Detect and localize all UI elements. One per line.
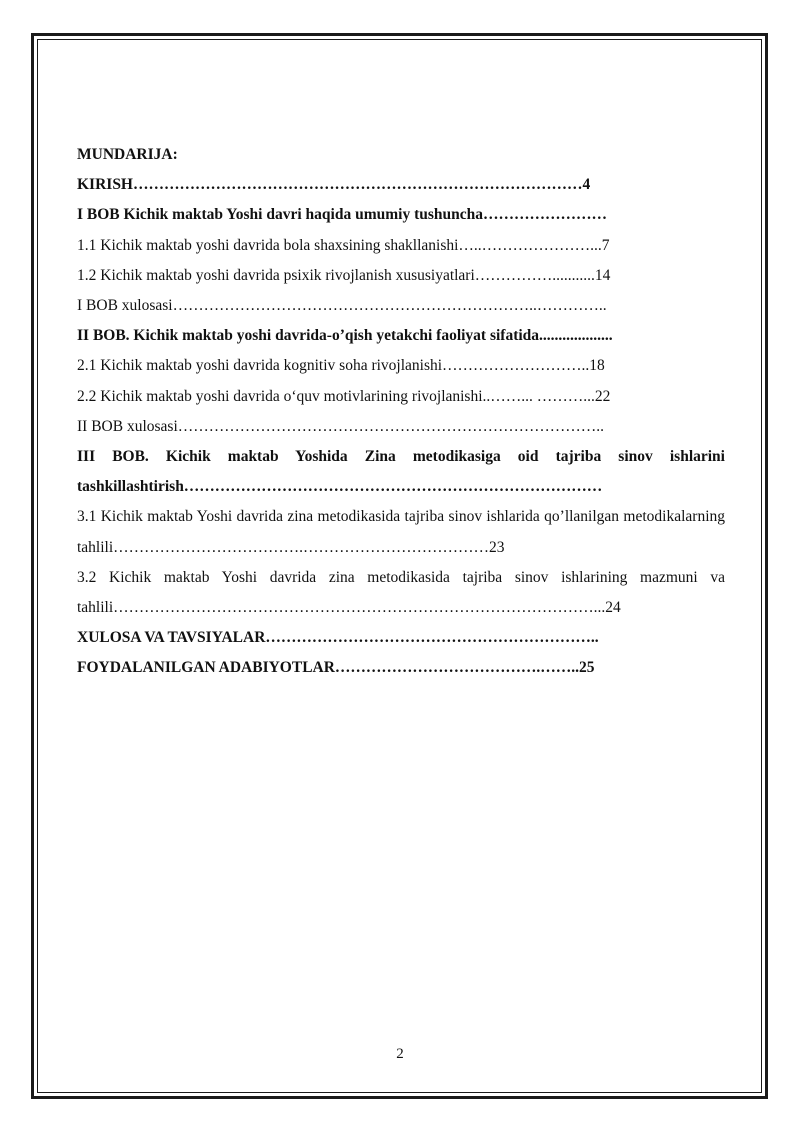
toc-entry-chapter-1: I BOB Kichik maktab Yoshi davri haqida umumiy tushuncha…………………… bbox=[77, 206, 607, 224]
toc-entry-conclusion: XULOSA VA TAVSIYALAR……………………………………………………….. bbox=[77, 629, 599, 647]
toc-entry-1-2: 1.2 Kichik maktab yoshi davrida psixik rivojlanish xususiyatlari……………...........14 bbox=[77, 266, 611, 284]
toc-entry-1-1: 1.1 Kichik maktab yoshi davrida bola shaxsining shakllanishi…..…………………...7 bbox=[77, 236, 610, 254]
toc-entry-chapter-2: II BOB. Kichik maktab yoshi davrida-o’qish yetakchi faoliyat sifatida................... bbox=[77, 327, 613, 345]
toc-entry-references: FOYDALANILGAN ADABIYOTLAR………………………………….……..25 bbox=[77, 659, 595, 677]
toc-entry-2-1: 2.1 Kichik maktab yoshi davrida kognitiv soha rivojlanishi………………………..18 bbox=[77, 357, 605, 375]
toc-entry-chapter-1-summary: I BOB xulosasi……………………………………………………………..………….. bbox=[77, 297, 607, 315]
table-of-contents bbox=[77, 140, 725, 684]
toc-entry-2-2: 2.2 Kichik maktab yoshi davrida o‘quv motivlarining rivojlanishi..……... ………...22 bbox=[77, 387, 611, 405]
toc-entry-3-2: 3.2 Kichik maktab Yoshi davrida zina metodikasida tajriba sinov ishlarining mazmuni va tahlili…………………………………………………………………………………...24 bbox=[77, 568, 725, 617]
toc-entry-kirish: KIRISH……………………………………………………………………………4 bbox=[77, 176, 591, 194]
toc-entry-chapter-2-summary: II BOB xulosasi……………………………………………………………………….. bbox=[77, 417, 604, 435]
toc-entry-3-1: 3.1 Kichik maktab Yoshi davrida zina metodikasida tajriba sinov ishlarida qo’llanilgan metodikalarning tahlili……………………………….………………………………23 bbox=[77, 508, 725, 556]
page-number: 2 bbox=[396, 1046, 404, 1062]
toc-entry-chapter-3: III BOB. Kichik maktab Yoshida Zina metodikasiga oid tajriba sinov ishlarini tashkillashtirish……………………………………………………………………… bbox=[77, 448, 725, 496]
toc-title: MUNDARIJA: bbox=[77, 146, 178, 163]
